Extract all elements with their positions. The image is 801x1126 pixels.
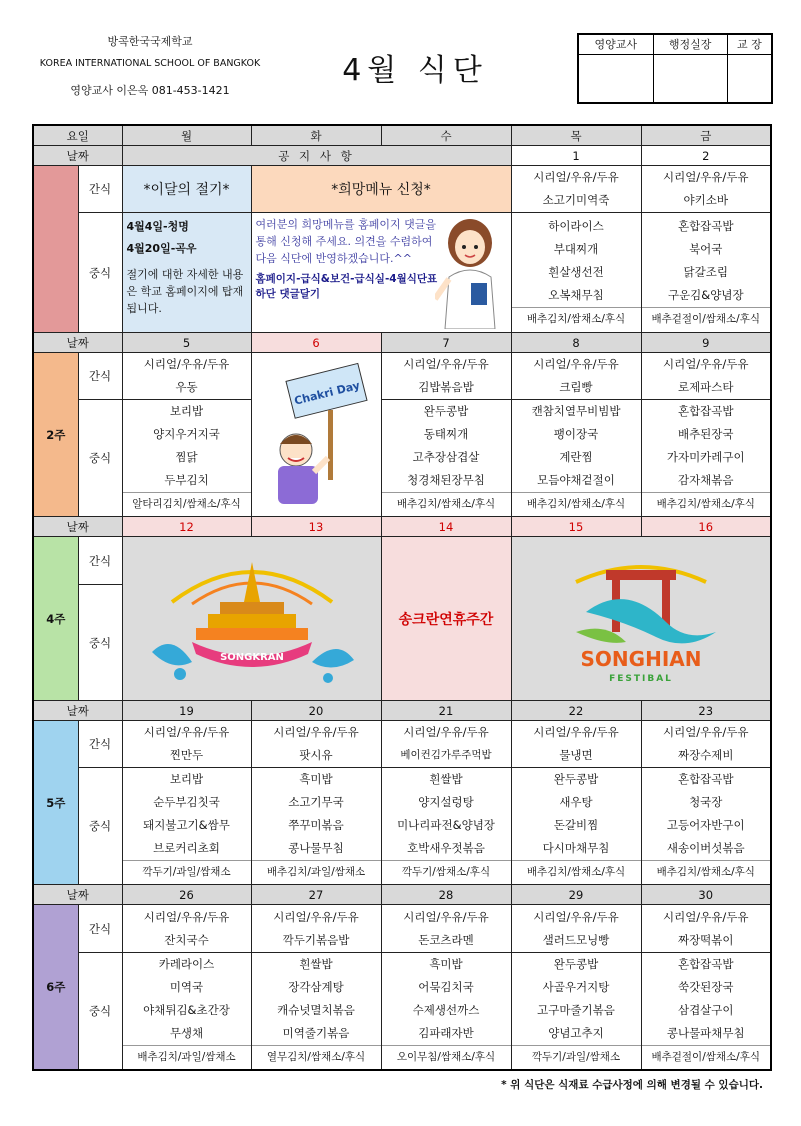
menu-item: 쑥갓된장국 <box>677 980 734 994</box>
date-cell: 14 <box>381 517 511 537</box>
menu-item: 배추김치/과일/쌈채소 <box>123 1045 251 1069</box>
menu-item: 미역줄기볶음 <box>282 1026 350 1040</box>
notice-header: 공 지 사 항 <box>122 146 511 166</box>
menu-item: 다시마채무침 <box>542 841 610 855</box>
menu-item: 시리얼/우유/두유 <box>533 357 619 371</box>
week-color-band <box>33 166 78 333</box>
menu-item: 미나리파전&양념장 <box>397 818 495 832</box>
menu-item: 찜닭 <box>175 450 198 464</box>
weekday-tue: 화 <box>251 125 381 146</box>
menu-cell <box>381 953 511 1071</box>
lunch-label: 중식 <box>78 213 122 333</box>
teacher-contact: 영양교사 이은옥 081-453-1421 <box>70 84 230 97</box>
menu-item: 배추김치/과일/쌈채소 <box>252 860 381 884</box>
menu-item: 양지설렁탕 <box>418 795 474 809</box>
school-name-en: KOREA INTERNATIONAL SCHOOL OF BANGKOK <box>39 58 261 69</box>
date-cell: 23 <box>641 701 771 721</box>
menu-item: 김밥볶음밥 <box>418 380 474 394</box>
menu-item: 혼합잡곡밥 <box>677 772 734 786</box>
menu-cell <box>381 353 511 400</box>
date-cell: 6 <box>251 333 381 353</box>
date-cell: 29 <box>511 885 641 905</box>
school-name-kr: 방콕한국국제학교 <box>107 35 193 48</box>
menu-item: 김파래자반 <box>418 1026 474 1040</box>
menu-cell <box>251 953 381 1071</box>
menu-item: 흰쌀밥 <box>299 957 333 971</box>
lunch-label: 중식 <box>78 585 122 701</box>
menu-item: 고등어자반구이 <box>666 818 745 832</box>
menu-table <box>32 124 772 1071</box>
snack-label: 간식 <box>78 537 122 585</box>
menu-item: 시리얼/우유/두유 <box>273 909 359 924</box>
menu-cell <box>641 353 771 400</box>
snack-label: 간식 <box>78 353 122 400</box>
menu-cell <box>511 213 641 333</box>
page-title: 4월 식단 <box>342 53 488 88</box>
menu-item: 수제생선까스 <box>412 1003 480 1017</box>
menu-item: 두부김치 <box>164 473 209 487</box>
weekday-mon: 월 <box>122 125 251 146</box>
menu-cell <box>641 953 771 1071</box>
menu-item: 시리얼/우유/두유 <box>533 725 619 739</box>
week-label: 5주 <box>33 721 78 885</box>
menu-item: 오복채무침 <box>548 287 604 302</box>
menu-cell <box>381 400 511 517</box>
menu-item: 부대찌개 <box>553 241 599 256</box>
menu-item: 닭갈조림 <box>683 264 728 279</box>
menu-item: 무생채 <box>169 1026 204 1040</box>
menu-cell <box>641 400 771 517</box>
date-cell: 2 <box>641 146 771 166</box>
menu-item: 배추김치/쌈채소/후식 <box>642 860 771 884</box>
menu-item: 흰쌀밥 <box>429 772 463 786</box>
menu-item: 순두부김칫국 <box>153 795 220 809</box>
menu-cell <box>122 721 251 768</box>
date-cell: 22 <box>511 701 641 721</box>
menu-item: 시리얼/우유/두유 <box>403 357 489 371</box>
menu-cell <box>511 400 641 517</box>
date-cell: 8 <box>511 333 641 353</box>
season-line: 4월4일-청명 <box>126 220 189 233</box>
menu-item: 콩나물파채무침 <box>666 1026 745 1040</box>
menu-item: 팟시유 <box>299 748 333 762</box>
menu-item: 고추장삼겹살 <box>412 450 480 464</box>
menu-item: 완두콩밥 <box>553 772 599 786</box>
menu-item: 깍두기/쌈채소/후식 <box>382 860 511 884</box>
date-cell: 30 <box>641 885 771 905</box>
menu-item: 시리얼/우유/두유 <box>143 909 230 924</box>
menu-item: 돈갈비찜 <box>553 818 599 832</box>
menu-item: 사골우거지탕 <box>542 980 610 994</box>
menu-item: 짜장수제비 <box>677 748 734 762</box>
weekday-wed: 수 <box>381 125 511 146</box>
songkran-temple-icon <box>132 542 372 692</box>
menu-item: 혼합잡곡밥 <box>677 404 734 418</box>
menu-cell <box>122 905 251 953</box>
week-label: 4주 <box>33 537 78 701</box>
sign-label-principal: 교 장 <box>727 34 772 54</box>
menu-item: 흰살생선전 <box>548 264 604 279</box>
menu-item: 시리얼/우유/두유 <box>662 909 749 924</box>
songkran-logo-left <box>122 537 381 701</box>
menu-item: 청경채된장무침 <box>407 473 485 487</box>
menu-cell <box>381 721 511 768</box>
menu-item: 야채튀김&초간장 <box>143 1003 230 1017</box>
menu-cell <box>122 400 251 517</box>
menu-item: 짜장떡볶이 <box>677 932 734 947</box>
menu-item: 크림빵 <box>559 380 593 394</box>
menu-item: 보리밥 <box>169 404 204 418</box>
menu-cell <box>511 166 641 213</box>
menu-item: 야키소바 <box>683 193 728 207</box>
menu-item: 찐만두 <box>169 748 204 762</box>
menu-item: 보리밥 <box>169 772 204 786</box>
menu-item: 배추겉절이/쌈채소/후식 <box>642 1045 771 1069</box>
menu-item: 시리얼/우유/두유 <box>533 909 619 924</box>
date-cell: 19 <box>122 701 251 721</box>
menu-cell <box>251 721 381 768</box>
menu-item: 시리얼/우유/두유 <box>662 170 749 184</box>
date-cell: 28 <box>381 885 511 905</box>
menu-item: 알타리김치/쌈채소/후식 <box>123 492 251 516</box>
menu-item: 가자미카레구이 <box>666 450 745 464</box>
menu-item: 삼겹살구이 <box>677 1003 734 1017</box>
menu-cell <box>641 768 771 885</box>
menu-item: 배추김치/쌈채소/후식 <box>512 492 641 516</box>
menu-item: 깍두기/과일/쌈채소 <box>512 1045 641 1069</box>
menu-item: 배추김치/쌈채소/후식 <box>642 492 771 516</box>
songkran-logo-text: SONGKRAN <box>219 652 284 663</box>
songkran-logo-subtext: FESTIBAL <box>608 674 673 684</box>
menu-item: 호박새우젓볶음 <box>407 841 485 855</box>
date-cell: 9 <box>641 333 771 353</box>
menu-item: 돈코츠라멘 <box>418 932 474 947</box>
snack-label: 간식 <box>78 166 122 213</box>
date-cell: 1 <box>511 146 641 166</box>
snack-label: 간식 <box>78 721 122 768</box>
menu-item: 쭈꾸미볶음 <box>288 818 344 832</box>
weekday-fri: 금 <box>641 125 771 146</box>
chakri-day-sign-icon <box>256 358 376 508</box>
date-cell: 21 <box>381 701 511 721</box>
menu-item: 청국장 <box>689 795 723 809</box>
date-cell: 5 <box>122 333 251 353</box>
date-cell: 13 <box>251 517 381 537</box>
menu-item: 계란찜 <box>559 450 593 464</box>
lunch-label: 중식 <box>78 953 122 1071</box>
menu-cell <box>511 768 641 885</box>
menu-item: 열무김치/쌈채소/후식 <box>252 1045 381 1069</box>
date-cell: 20 <box>251 701 381 721</box>
songkran-holiday-text: 송크란연휴주간 <box>381 537 511 701</box>
menu-item: 미역국 <box>169 980 204 994</box>
signature-box <box>577 33 773 104</box>
menu-item: 깍두기볶음밥 <box>282 932 350 947</box>
date-cell: 16 <box>641 517 771 537</box>
menu-item: 배추겉절이/쌈채소/후식 <box>642 307 771 331</box>
menu-cell <box>122 353 251 400</box>
menu-item: 혼합잡곡밥 <box>677 218 734 233</box>
menu-item: 시리얼/우유/두유 <box>273 725 359 739</box>
menu-item: 북어국 <box>689 241 723 256</box>
sign-label-admin: 행정실장 <box>653 34 727 54</box>
menu-item: 모듬야채겉절이 <box>537 473 615 487</box>
sign-space <box>578 54 653 103</box>
menu-cell <box>251 905 381 953</box>
season-title: *이달의 절기* <box>122 166 251 213</box>
menu-item: 소고기무국 <box>288 795 344 809</box>
lunch-label: 중식 <box>78 768 122 885</box>
wish-menu-title: *희망메뉴 신청* <box>251 166 511 213</box>
menu-item: 브로커리초회 <box>153 841 220 855</box>
date-cell: 7 <box>381 333 511 353</box>
date-label: 날짜 <box>33 146 122 166</box>
wish-line: 여러분의 희망메뉴를 홈페이지 댓글을 통해 신청해 주세요. 의견을 수렴하여 다음 식단에 반영하겠습니다.^^ <box>255 218 437 265</box>
menu-item: 깍두기/과일/쌈채소 <box>123 860 251 884</box>
menu-item: 하이라이스 <box>548 218 604 233</box>
date-cell: 12 <box>122 517 251 537</box>
menu-cell <box>122 953 251 1071</box>
songkran-gate-icon <box>516 542 766 692</box>
menu-cell <box>641 166 771 213</box>
menu-cell <box>511 905 641 953</box>
menu-cell <box>381 905 511 953</box>
menu-item: 흑미밥 <box>299 772 333 786</box>
menu-item: 로제파스타 <box>677 380 734 394</box>
menu-item: 양념고추지 <box>548 1026 604 1040</box>
menu-item: 시리얼/우유/두유 <box>403 725 489 739</box>
menu-item: 시리얼/우유/두유 <box>143 725 230 739</box>
footnote: * 위 식단은 식재료 수급사정에 의해 변경될 수 있습니다. <box>501 1079 763 1091</box>
menu-item: 배추된장국 <box>677 427 734 441</box>
menu-item: 오이무침/쌈채소/후식 <box>382 1045 511 1069</box>
season-line: 절기에 대한 자세한 내용은 학교 홈페이지에 탑재됩니다. <box>126 268 244 315</box>
menu-cell <box>641 721 771 768</box>
menu-cell <box>511 953 641 1071</box>
menu-item: 감자채볶음 <box>677 473 734 487</box>
menu-cell <box>381 768 511 885</box>
menu-item: 흑미밥 <box>429 957 463 971</box>
menu-item: 동태찌개 <box>423 427 469 441</box>
menu-item: 배추김치/쌈채소/후식 <box>512 307 641 331</box>
menu-cell <box>641 905 771 953</box>
menu-item: 팽이장국 <box>553 427 599 441</box>
week-label: 2주 <box>33 353 78 517</box>
menu-item: 잔치국수 <box>164 932 209 947</box>
chakri-sign-text: Chakri Day <box>292 378 362 408</box>
wish-menu-notice <box>251 213 511 333</box>
date-cell: 15 <box>511 517 641 537</box>
lunch-label: 중식 <box>78 400 122 517</box>
menu-item: 샐러드모닝빵 <box>542 932 610 947</box>
menu-item: 새송이버섯볶음 <box>666 841 745 855</box>
date-cell: 27 <box>251 885 381 905</box>
menu-item: 완두콩밥 <box>423 404 469 418</box>
songkran-logo-right <box>511 537 771 701</box>
date-label: 날짜 <box>33 885 122 905</box>
menu-item: 우동 <box>175 380 198 394</box>
sign-space <box>727 54 772 103</box>
menu-item: 캔참치열무비빔밥 <box>531 404 621 418</box>
season-line: 4월20일-곡우 <box>126 242 197 255</box>
nutritionist-illustration <box>435 217 505 329</box>
menu-item: 장각삼계탕 <box>288 980 344 994</box>
menu-item: 시리얼/우유/두유 <box>662 357 749 371</box>
wish-line: 홈페이지-급식&보건-급식실-4월식단표 하단 댓글달기 <box>255 273 438 300</box>
menu-item: 콩나물무침 <box>288 841 344 855</box>
chakri-day-illustration <box>251 353 381 517</box>
date-label: 날짜 <box>33 517 122 537</box>
menu-item: 구운김&양념장 <box>667 287 744 302</box>
date-label: 날짜 <box>33 333 122 353</box>
menu-item: 카레라이스 <box>158 957 215 971</box>
date-label: 날짜 <box>33 701 122 721</box>
header-yoil: 요일 <box>33 125 122 146</box>
menu-cell <box>511 721 641 768</box>
date-cell: 26 <box>122 885 251 905</box>
menu-item: 시리얼/우유/두유 <box>533 170 619 184</box>
snack-label: 간식 <box>78 905 122 953</box>
menu-cell <box>511 353 641 400</box>
menu-item: 소고기미역죽 <box>542 193 610 207</box>
menu-item: 돼지불고기&쌈무 <box>143 818 230 832</box>
menu-item: 배추김치/쌈채소/후식 <box>382 492 511 516</box>
menu-item: 시리얼/우유/두유 <box>143 357 230 371</box>
menu-item: 양지우거지국 <box>153 427 220 441</box>
songkran-logo-text-right: SONGHIAN <box>580 647 702 671</box>
menu-item: 시리얼/우유/두유 <box>662 725 749 739</box>
menu-cell <box>122 768 251 885</box>
menu-item: 시리얼/우유/두유 <box>403 909 489 924</box>
menu-item: 배추김치/쌈채소/후식 <box>512 860 641 884</box>
menu-item: 혼합잡곡밥 <box>677 957 734 971</box>
menu-item: 고구마줄기볶음 <box>537 1003 615 1017</box>
sign-space <box>653 54 727 103</box>
menu-item: 완두콩밥 <box>553 957 599 971</box>
menu-item: 물냉면 <box>559 748 593 762</box>
menu-item: 어묵김치국 <box>418 980 474 994</box>
menu-item: 베이컨김가루주먹밥 <box>400 749 492 761</box>
sign-label-nutritionist: 영양교사 <box>578 34 653 54</box>
menu-item: 캐슈넛멸치볶음 <box>277 1003 355 1017</box>
menu-item: 새우탕 <box>559 795 593 809</box>
weekday-thu: 목 <box>511 125 641 146</box>
menu-cell <box>641 213 771 333</box>
season-notice <box>122 213 251 333</box>
menu-cell <box>251 768 381 885</box>
week-label: 6주 <box>33 905 78 1071</box>
